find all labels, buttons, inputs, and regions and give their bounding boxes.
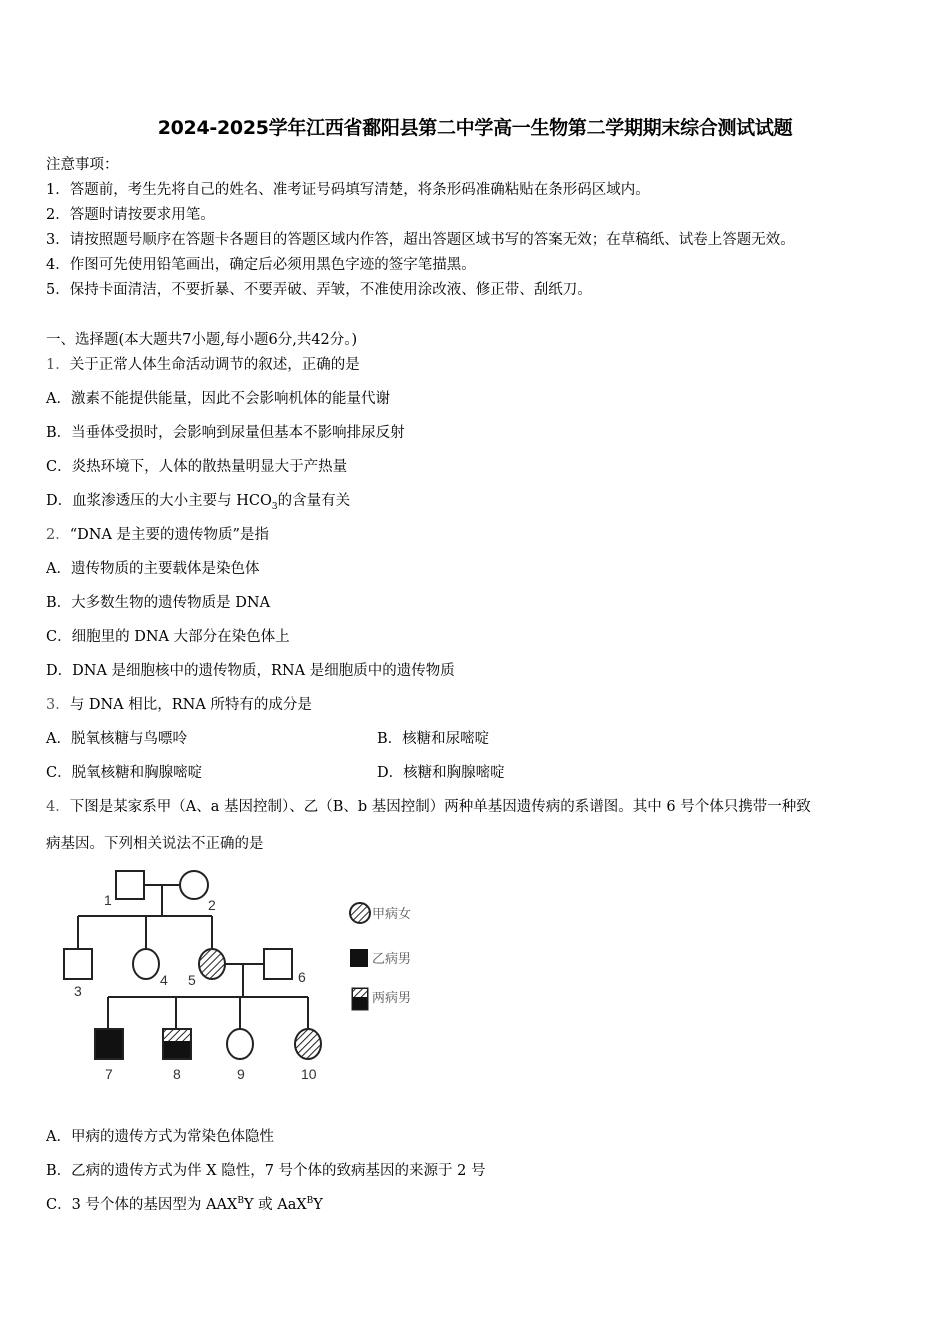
option-text: D．血浆渗透压的大小主要与 HCO [46,493,272,509]
question-1-option-b: B．当垂体受损时，会影响到尿量但基本不影响排尿反射 [46,425,405,441]
notice-heading: 注意事项： [46,157,119,173]
question-3-option-c: C．脱氧核糖和胸腺嘧啶 [46,765,203,781]
question-number: 1． [46,357,70,373]
individual-10-affected-female [295,1029,321,1059]
section-heading: 一、选择题(本大题共7小题,每小题6分,共42分。) [46,332,358,348]
pedigree-chart [40,858,440,1088]
superscript: B [237,1196,244,1207]
question-text: 下图是某家系甲（A、a 基因控制）、乙（B、b 基因控制）两种单基因遗传病的系谱图。其中 6 号个体只携带一种致 [69,799,811,815]
legend-black-male-icon [350,949,368,967]
individual-5-affected-female [199,949,225,979]
label-10: 10 [301,1066,317,1082]
label-5: 5 [188,972,196,988]
label-6: 6 [298,969,306,985]
label-2: 2 [208,897,216,913]
question-4-option-c [46,1193,323,1214]
label-1: 1 [104,892,112,908]
individual-9-female [227,1029,253,1059]
page-title: 2024-2025学年江西省鄱阳县第二中学高一生物第二学期期末综合测试试题 [157,117,793,139]
question-2-option-a: A．遗传物质的主要载体是染色体 [46,561,260,577]
legend-label-a: 甲病女 [372,907,412,922]
legend-hatched-female-icon [350,903,370,923]
question-text: 关于正常人体生命活动调节的叙述，正确的是 [69,357,360,373]
question-1-option-d [46,489,350,512]
individual-4-female [133,949,159,979]
question-text: “DNA 是主要的遗传物质”是指 [69,527,269,543]
question-number: 2． [46,527,70,543]
label-4: 4 [160,972,168,988]
individual-2-female [180,871,208,899]
hatched-top [164,1030,190,1041]
question-3-stem [46,693,312,714]
option-text: Y [313,1197,323,1213]
hatched-top [353,989,367,997]
question-3-option-b: B．核糖和尿嘧啶 [377,731,490,747]
question-1-option-a: A．激素不能提供能量，因此不会影响机体的能量代谢 [46,391,390,407]
question-1-stem [46,353,360,374]
legend-label-c: 两病男 [372,991,412,1006]
individual-1-male [116,871,144,899]
question-4-option-b: B．乙病的遗传方式为伴 X 隐性，7 号个体的致病基因的来源于 2 号 [46,1163,486,1179]
individual-3-male [64,949,92,979]
notice-item-5: 5．保持卡面清洁，不要折暴、不要弄破、弄皱，不准使用涂改液、修正带、刮纸刀。 [46,282,592,298]
question-number: 3． [46,697,70,713]
individual-7-affected-male [95,1029,123,1059]
notice-item-3: 3．请按照题号顺序在答题卡各题目的答题区域内作答，超出答题区域书写的答案无效；在草稿纸、试卷上答题无效。 [46,232,795,248]
question-2-option-b: B．大多数生物的遗传物质是 DNA [46,595,271,611]
question-4-stem-continued: 病基因。下列相关说法不正确的是 [46,836,264,852]
notice-item-2: 2．答题时请按要求用笔。 [46,207,215,223]
superscript: B [306,1196,314,1207]
question-1-option-c: C．炎热环境下，人体的散热量明显大于产热量 [46,459,348,475]
question-3-option-a: A．脱氧核糖与鸟嘌呤 [46,731,187,747]
question-number: 4． [46,799,70,815]
notice-item-4: 4．作图可先使用铅笔画出，确定后必须用黑色字迹的签字笔描黑。 [46,257,476,273]
individual-6-male [264,949,292,979]
label-3: 3 [74,983,82,999]
option-text: Y 或 AaX [243,1197,307,1213]
subscript: 3 [271,501,278,512]
question-2-stem [46,523,269,544]
question-2-option-c: C．细胞里的 DNA 大部分在染色体上 [46,629,290,645]
question-2-option-d: D．DNA 是细胞核中的遗传物质，RNA 是细胞质中的遗传物质 [46,663,455,679]
label-8: 8 [173,1066,181,1082]
label-9: 9 [237,1066,245,1082]
notice-item-1: 1．答题前，考生先将自己的姓名、准考证号码填写清楚，将条形码准确粘贴在条形码区域内。 [46,182,650,198]
question-3-option-d: D．核糖和胸腺嘧啶 [377,765,505,781]
label-7: 7 [105,1066,113,1082]
question-text: 与 DNA 相比，RNA 所特有的成分是 [69,697,312,713]
option-text: 的含量有关 [277,493,351,509]
question-4-option-a: A．甲病的遗传方式为常染色体隐性 [46,1129,274,1145]
legend-label-b: 乙病男 [372,952,412,967]
question-4-stem [46,795,811,816]
option-text: C．3 号个体的基因型为 AAX [46,1197,238,1213]
